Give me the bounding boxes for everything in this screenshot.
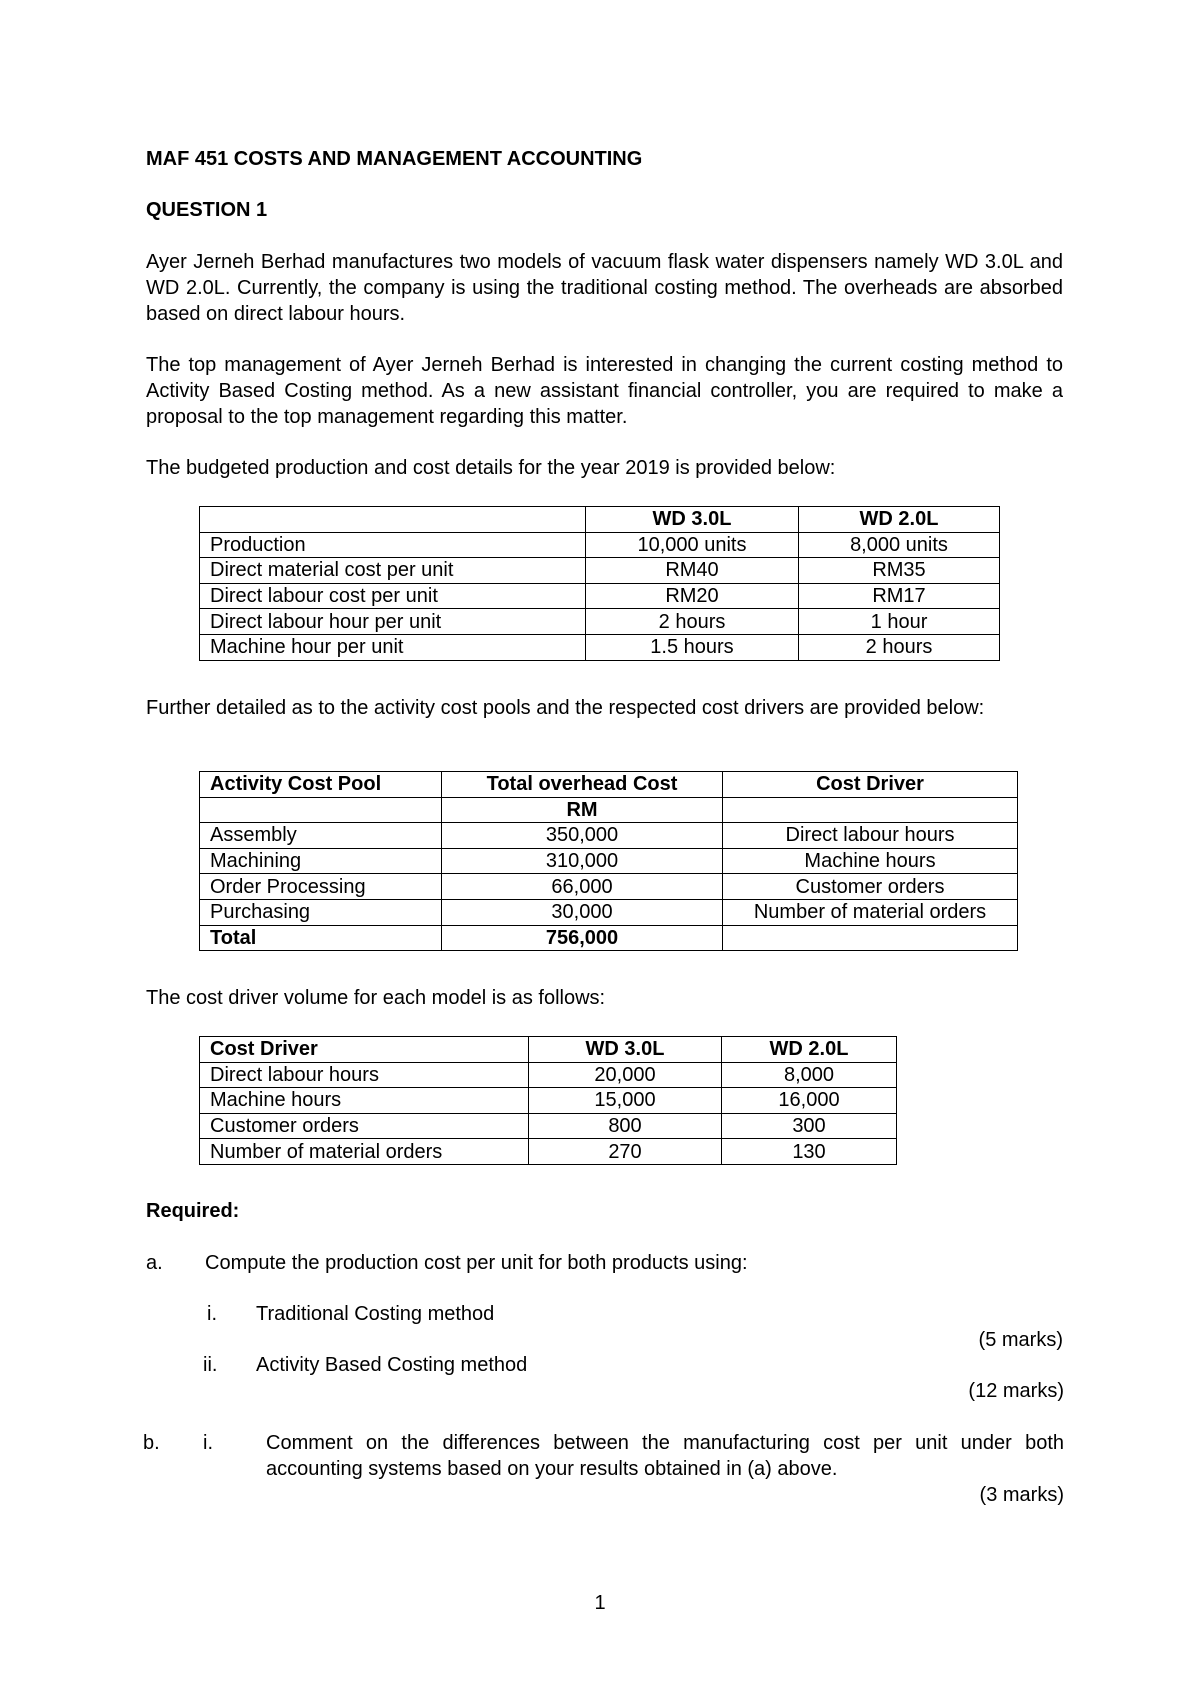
table-total-row: Total 756,000 <box>200 925 1018 951</box>
document-title: MAF 451 COSTS AND MANAGEMENT ACCOUNTING <box>146 148 643 170</box>
table-row: Direct material cost per unit RM40 RM35 <box>200 558 1000 584</box>
cost-pool-intro: Further detailed as to the activity cost pools and the respected cost drivers are provided below: <box>146 697 985 719</box>
question-b-label: b. <box>143 1432 160 1454</box>
driver-volume-intro: The cost driver volume for each model is as follows: <box>146 987 606 1009</box>
table-row: Machining 310,000 Machine hours <box>200 848 1018 874</box>
budget-intro: The budgeted production and cost details for the year 2019 is provided below: <box>146 457 836 479</box>
intro-paragraph: Ayer Jerneh Berhad manufactures two models of vacuum flask water dispensers namely WD 3.0L and WD 2.0L. Currently, the company is using the traditional costing method. The overheads are absorbed based on direct labour hours. <box>146 251 1063 325</box>
table-row: Order Processing 66,000 Customer orders <box>200 874 1018 900</box>
driver-volume-table <box>199 1036 897 1165</box>
question-a-ii-marks: (12 marks) <box>968 1380 1064 1402</box>
table-header-row: Cost Driver WD 3.0L WD 2.0L <box>200 1037 897 1063</box>
question-b-i-marks: (3 marks) <box>979 1484 1064 1506</box>
page-number: 1 <box>594 1592 606 1614</box>
table-row: Customer orders 800 300 <box>200 1113 897 1139</box>
budget-table <box>199 506 1000 661</box>
table-row: Production 10,000 units 8,000 units <box>200 532 1000 558</box>
table-row: Assembly 350,000 Direct labour hours <box>200 823 1018 849</box>
table-row: Machine hour per unit 1.5 hours 2 hours <box>200 634 1000 660</box>
question-a-i-marks: (5 marks) <box>978 1329 1063 1351</box>
table-header-row: WD 3.0L WD 2.0L <box>200 507 1000 533</box>
question-b-i-label: i. <box>203 1432 213 1454</box>
table-row: Direct labour hours 20,000 8,000 <box>200 1062 897 1088</box>
table-unit-row: RM <box>200 797 1018 823</box>
table-row: Number of material orders 270 130 <box>200 1139 897 1165</box>
question-a-ii-label: ii. <box>203 1354 218 1376</box>
management-paragraph: The top management of Ayer Jerneh Berhad is interested in changing the current costing method to Activity Based Costing method. As a new assistant financial controller, you are required to make a proposal to the top management regarding this matter. <box>146 354 1063 428</box>
table-header-row: Activity Cost Pool Total overhead Cost Cost Driver <box>200 772 1018 798</box>
table-row: Purchasing 30,000 Number of material orders <box>200 899 1018 925</box>
question-heading: QUESTION 1 <box>146 199 268 221</box>
cost-pool-table <box>199 771 1018 951</box>
question-a-text: Compute the production cost per unit for both products using: <box>205 1252 748 1274</box>
required-heading: Required: <box>146 1200 240 1222</box>
table-row: Direct labour hour per unit 2 hours 1 hour <box>200 609 1000 635</box>
question-b-i-text: Comment on the differences between the manufacturing cost per unit under both accounting systems based on your results obtained in (a) above. <box>266 1432 1064 1480</box>
question-a-i-text: Traditional Costing method <box>256 1303 495 1325</box>
table-row: Direct labour cost per unit RM20 RM17 <box>200 583 1000 609</box>
table-row: Machine hours 15,000 16,000 <box>200 1088 897 1114</box>
question-a-i-label: i. <box>207 1303 217 1325</box>
question-a-ii-text: Activity Based Costing method <box>256 1354 528 1376</box>
question-a-label: a. <box>146 1252 163 1274</box>
